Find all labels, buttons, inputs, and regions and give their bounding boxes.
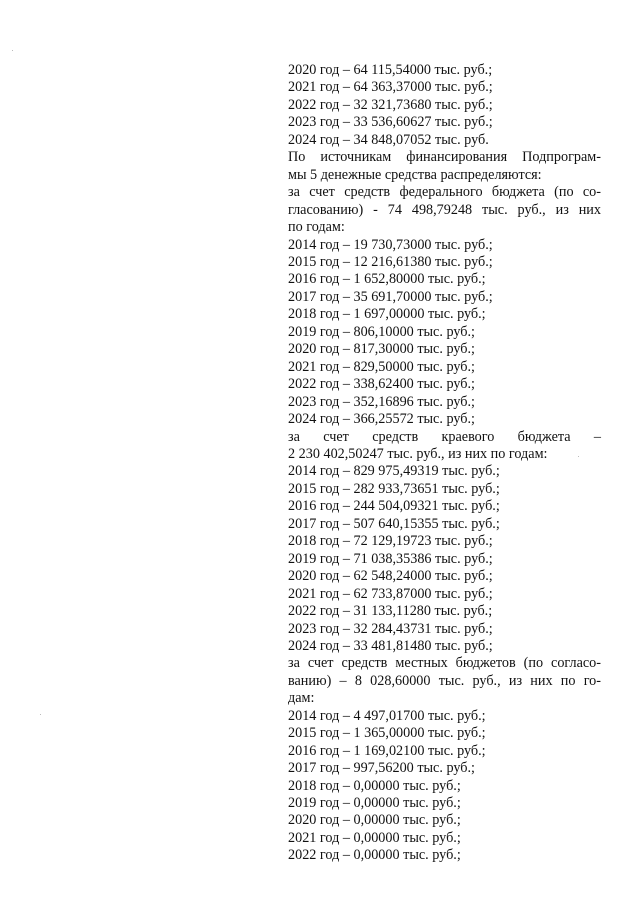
text-line: 2022 год – 338,62400 тыс. руб.; [288, 376, 475, 393]
text-line: 2021 год – 62 733,87000 тыс. руб.; [288, 585, 493, 602]
text-line: 2017 год – 35 691,70000 тыс. руб.; [288, 288, 493, 305]
text-line: за счет средств краевого бюджета – [288, 428, 601, 445]
text-line: мы 5 денежные средства распределяются: [288, 166, 542, 183]
scan-speck [40, 714, 41, 715]
text-line: 2021 год – 829,50000 тыс. руб.; [288, 358, 475, 375]
text-line: 2016 год – 244 504,09321 тыс. руб.; [288, 498, 500, 515]
text-line: По источникам финансирования Подпрограм- [288, 149, 601, 166]
text-line: 2022 год – 32 321,73680 тыс. руб.; [288, 96, 493, 113]
text-line: 2015 год – 282 933,73651 тыс. руб.; [288, 480, 500, 497]
text-line: 2024 год – 34 848,07052 тыс. руб. [288, 131, 489, 148]
text-line: 2015 год – 1 365,00000 тыс. руб.; [288, 725, 486, 742]
text-line: 2023 год – 352,16896 тыс. руб.; [288, 393, 475, 410]
text-line: 2019 год – 0,00000 тыс. руб.; [288, 795, 461, 812]
text-line: 2020 год – 62 548,24000 тыс. руб.; [288, 568, 493, 585]
text-line: 2015 год – 12 216,61380 тыс. руб.; [288, 253, 493, 270]
text-line: 2021 год – 64 363,37000 тыс. руб.; [288, 79, 493, 96]
text-line: 2021 год – 0,00000 тыс. руб.; [288, 829, 461, 846]
text-line: 2023 год – 33 536,60627 тыс. руб.; [288, 114, 493, 131]
text-line: 2024 год – 366,25572 тыс. руб.; [288, 411, 475, 428]
text-line: 2016 год – 1 652,80000 тыс. руб.; [288, 271, 486, 288]
scan-speck [12, 50, 13, 51]
text-line: 2017 год – 507 640,15355 тыс. руб.; [288, 515, 500, 532]
text-line: 2014 год – 829 975,49319 тыс. руб.; [288, 463, 500, 480]
text-line: 2014 год – 4 497,01700 тыс. руб.; [288, 707, 486, 724]
text-line: 2024 год – 33 481,81480 тыс. руб.; [288, 637, 493, 654]
text-line: 2022 год – 31 133,11280 тыс. руб.; [288, 603, 493, 620]
text-line: за счет средств федерального бюджета (по со- [288, 184, 601, 201]
text-line: 2022 год – 0,00000 тыс. руб.; [288, 847, 461, 864]
text-line: 2019 год – 806,10000 тыс. руб.; [288, 323, 475, 340]
text-line: 2019 год – 71 038,35386 тыс. руб.; [288, 550, 493, 567]
funding-text-column [288, 62, 601, 865]
text-line: 2018 год – 72 129,19723 тыс. руб.; [288, 533, 493, 550]
text-line: ванию) – 8 028,60000 тыс. руб., из них по го- [288, 672, 601, 689]
text-line: по годам: [288, 219, 345, 236]
text-line: дам: [288, 690, 315, 707]
text-line: 2018 год – 1 697,00000 тыс. руб.; [288, 306, 486, 323]
text-line: 2018 год – 0,00000 тыс. руб.; [288, 777, 461, 794]
text-line: гласованию) - 74 498,79248 тыс. руб., из них [288, 201, 601, 218]
text-line: 2016 год – 1 169,02100 тыс. руб.; [288, 742, 486, 759]
text-line: 2014 год – 19 730,73000 тыс. руб.; [288, 236, 493, 253]
text-line: за счет средств местных бюджетов (по согласо- [288, 655, 601, 672]
text-line: 2 230 402,50247 тыс. руб., из них по годам: [288, 445, 548, 462]
text-line: 2017 год – 997,56200 тыс. руб.; [288, 760, 475, 777]
text-line: 2020 год – 64 115,54000 тыс. руб.; [288, 62, 493, 78]
text-line: 2020 год – 817,30000 тыс. руб.; [288, 341, 475, 358]
text-line: 2020 год – 0,00000 тыс. руб.; [288, 812, 461, 829]
text-line: 2023 год – 32 284,43731 тыс. руб.; [288, 620, 493, 637]
